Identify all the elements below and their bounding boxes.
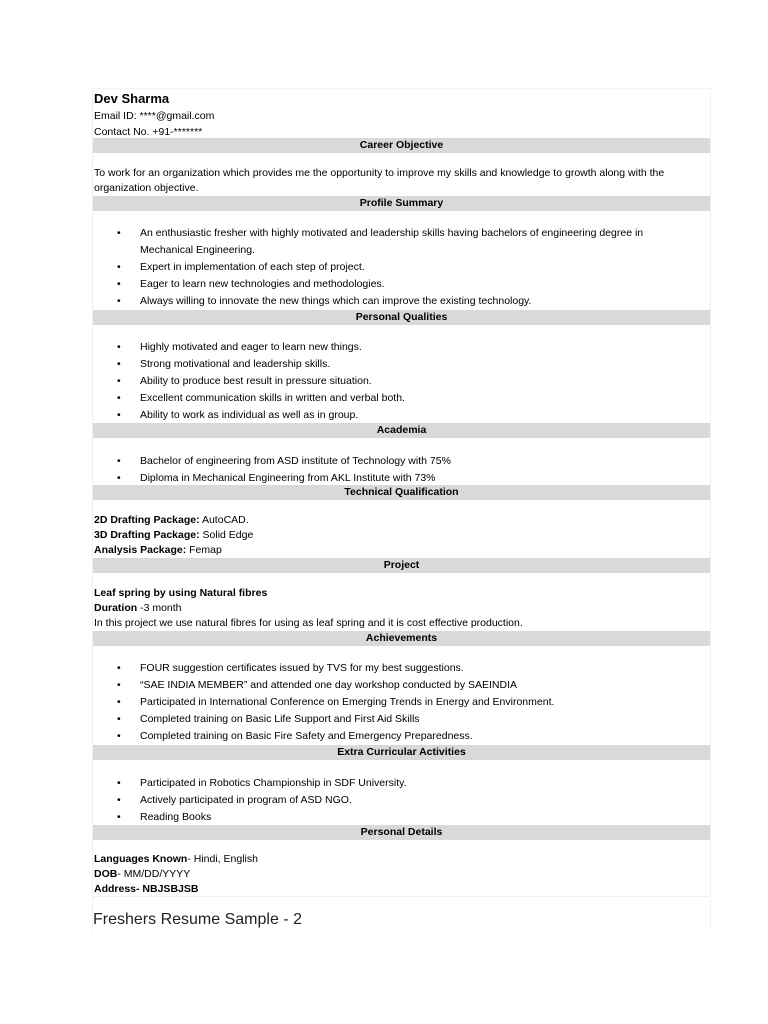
personal-qualities-list <box>93 339 405 424</box>
list-item: • “SAE INDIA MEMBER” and attended one day workshop conducted by SAEINDIA <box>140 677 554 694</box>
tech-row-value: Femap <box>186 544 222 556</box>
detail-row <box>94 852 258 867</box>
tech-row-label: Analysis Package: <box>94 544 187 556</box>
tech-row <box>94 513 253 528</box>
tech-row <box>94 528 253 543</box>
list-item: • Diploma in Mechanical Engineering from AKL Institute with 73% <box>140 470 451 487</box>
section-header-academia: Academia <box>93 423 710 438</box>
detail-row-label: Address- NBJSBJSB <box>94 883 199 895</box>
section-header-extra-curricular: Extra Curricular Activities <box>93 745 710 760</box>
detail-row <box>94 882 258 897</box>
list-item: • Highly motivated and eager to learn new things. <box>140 339 405 356</box>
list-item: • Actively participated in program of ASD NGO. <box>140 792 407 809</box>
achievements-list <box>93 660 554 745</box>
project-block <box>94 586 523 631</box>
list-item: • Ability to produce best result in pressure situation. <box>140 373 405 390</box>
tech-row-value: Solid Edge <box>199 529 254 541</box>
section-header-profile-summary: Profile Summary <box>93 196 710 211</box>
detail-row-label: Languages Known <box>94 853 188 865</box>
project-duration-value: -3 month <box>137 602 182 614</box>
technical-qualification-block <box>94 513 253 558</box>
project-name: Leaf spring by using Natural fibres <box>94 587 268 599</box>
section-header-career-objective: Career Objective <box>93 138 710 153</box>
list-item: • Bachelor of engineering from ASD institute of Technology with 75% <box>140 453 451 470</box>
list-item: • Expert in implementation of each step of project. <box>140 259 695 276</box>
list-item: • FOUR suggestion certificates issued by TVS for my best suggestions. <box>140 660 554 677</box>
list-item: • Excellent communication skills in written and verbal both. <box>140 390 405 407</box>
resume-document <box>92 88 711 931</box>
detail-row-value: - MM/DD/YYYY <box>117 868 191 880</box>
document-bottom-divider <box>92 896 709 897</box>
list-item: • An enthusiastic fresher with highly motivated and leadership skills having bachelors of engineering degree in Mechanical Engineering. <box>140 225 695 259</box>
list-item: • Completed training on Basic Fire Safety and Emergency Preparedness. <box>140 728 554 745</box>
email-line: Email ID: ****@gmail.com <box>94 110 215 122</box>
page-footer-title: Freshers Resume Sample - 2 <box>93 911 302 928</box>
section-header-personal-details: Personal Details <box>93 825 710 840</box>
list-item: • Eager to learn new technologies and methodologies. <box>140 276 695 293</box>
section-header-technical-qualification: Technical Qualification <box>93 485 710 500</box>
academia-list <box>93 453 451 487</box>
tech-row-label: 2D Drafting Package: <box>94 514 200 526</box>
list-item: • Always willing to innovate the new things which can improve the existing technology. <box>140 293 695 310</box>
detail-row <box>94 867 258 882</box>
project-duration-label: Duration <box>94 602 138 614</box>
section-header-personal-qualities: Personal Qualities <box>93 310 710 325</box>
career-objective-text: To work for an organization which provides me the opportunity to improve my skills and knowledge to growth along with the organization objective. <box>94 167 665 194</box>
profile-summary-list <box>93 225 695 310</box>
section-header-achievements: Achievements <box>93 631 710 646</box>
list-item: • Strong motivational and leadership skills. <box>140 356 405 373</box>
project-description: In this project we use natural fibres for using as leaf spring and it is cost effective production. <box>94 617 523 629</box>
list-item: • Participated in International Conference on Emerging Trends in Energy and Environment. <box>140 694 554 711</box>
list-item: • Reading Books <box>140 809 407 826</box>
section-header-project: Project <box>93 558 710 573</box>
extra-curricular-list <box>93 775 407 826</box>
detail-row-value: - Hindi, English <box>187 853 258 865</box>
list-item: • Participated in Robotics Championship in SDF University. <box>140 775 407 792</box>
candidate-name: Dev Sharma <box>94 91 170 106</box>
detail-row-label: DOB <box>94 868 118 880</box>
list-item: • Completed training on Basic Life Support and First Aid Skills <box>140 711 554 728</box>
tech-row <box>94 543 253 558</box>
tech-row-value: AutoCAD. <box>199 514 249 526</box>
personal-details-block <box>94 852 258 897</box>
contact-line: Contact No. +91-******* <box>94 126 203 138</box>
list-item: • Ability to work as individual as well as in group. <box>140 407 405 424</box>
tech-row-label: 3D Drafting Package: <box>94 529 200 541</box>
